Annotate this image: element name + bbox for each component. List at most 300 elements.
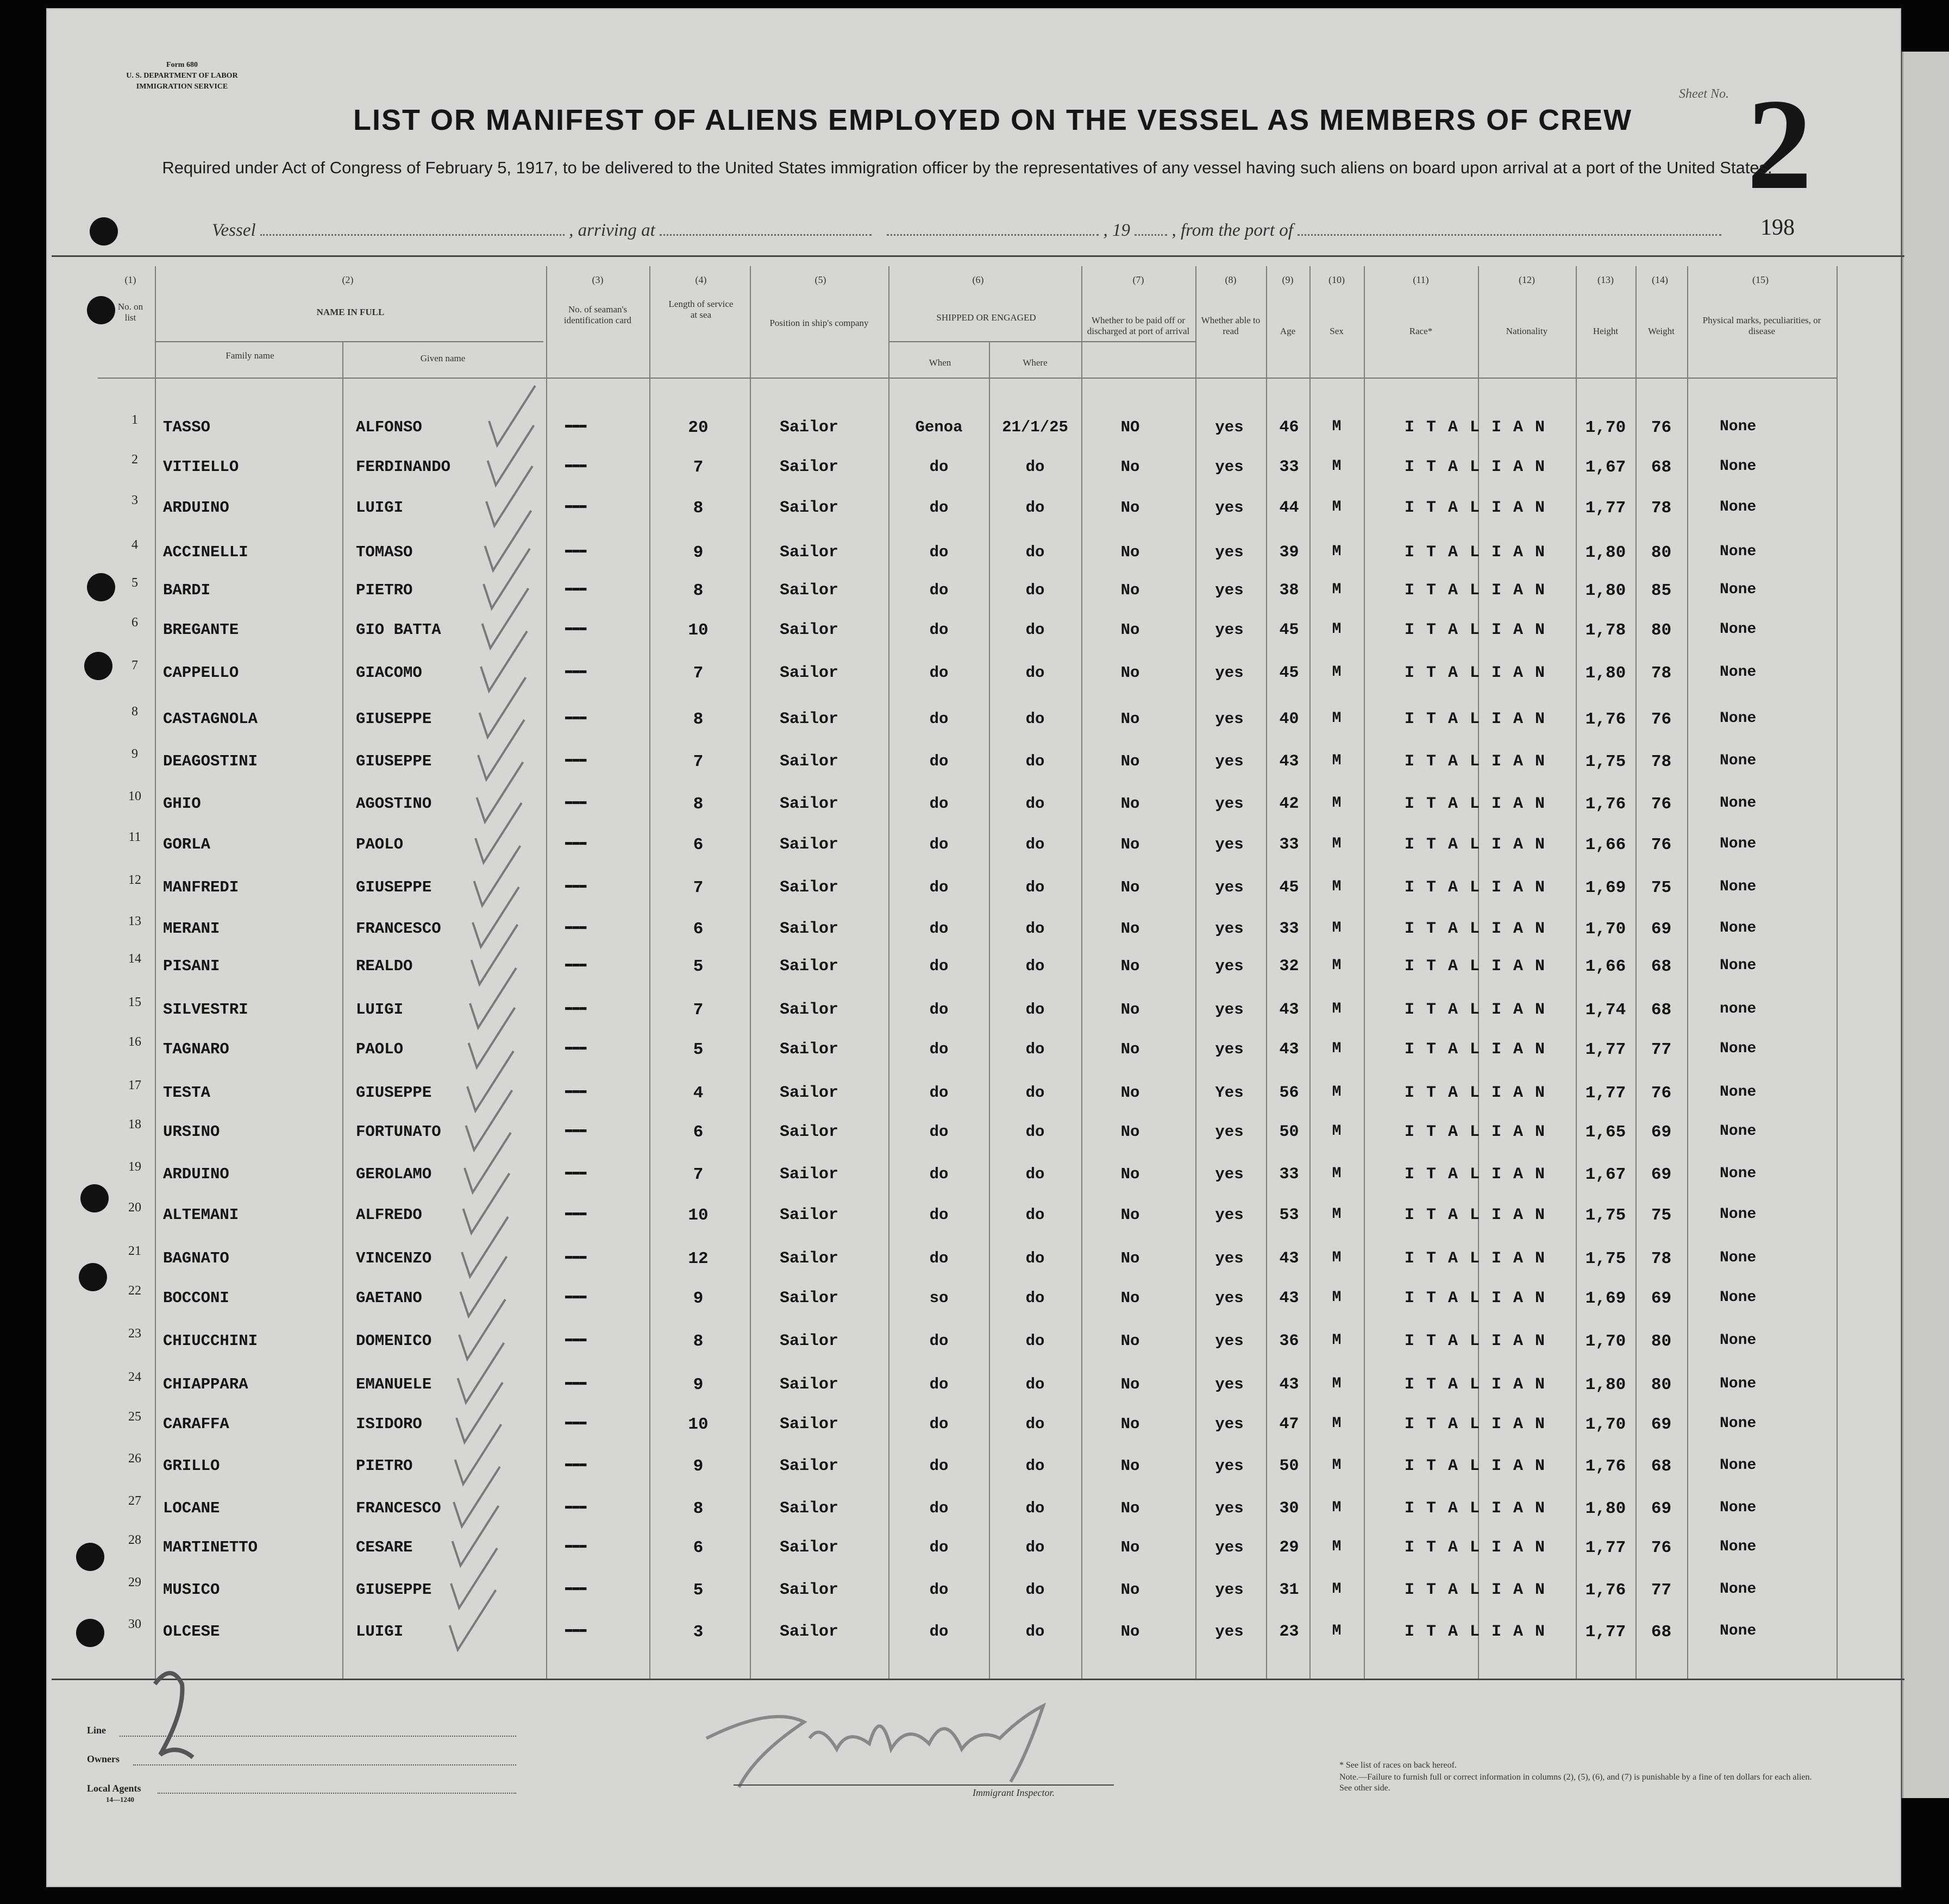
cell-service: 6 bbox=[693, 1123, 704, 1142]
cell-where: do bbox=[1025, 499, 1045, 517]
cell-marks: None bbox=[1720, 1123, 1757, 1140]
cell-read: Yes bbox=[1215, 1084, 1244, 1102]
cell-family: ALTEMANI bbox=[163, 1206, 239, 1224]
cell-sex: M bbox=[1332, 1581, 1342, 1598]
cell-read: yes bbox=[1215, 543, 1244, 561]
cell-paid: No bbox=[1120, 1040, 1140, 1058]
cell-sex: M bbox=[1332, 1206, 1342, 1223]
cell-height: 1,78 bbox=[1585, 621, 1626, 640]
cell-family: BREGANTE bbox=[163, 621, 239, 639]
header-race: Race* bbox=[1409, 326, 1433, 336]
cell-age: 43 bbox=[1279, 752, 1299, 771]
cell-when: do bbox=[929, 1457, 949, 1475]
local-agents-field bbox=[158, 1793, 516, 1794]
cell-height: 1,75 bbox=[1585, 1249, 1626, 1268]
cell-where: do bbox=[1025, 1538, 1045, 1556]
cell-where: do bbox=[1025, 543, 1045, 561]
inspector-signature bbox=[674, 1673, 1119, 1793]
cell-where: do bbox=[1025, 1040, 1045, 1058]
cell-family: GRILLO bbox=[163, 1457, 220, 1475]
cell-height: 1,76 bbox=[1585, 1581, 1626, 1600]
cell-weight: 80 bbox=[1651, 1332, 1672, 1351]
cell-age: 45 bbox=[1279, 664, 1299, 682]
cell-card: ▬▬▬ bbox=[565, 418, 587, 432]
cell-race: I T A L I A N bbox=[1405, 1375, 1546, 1394]
cell-given: GIUSEPPE bbox=[356, 710, 432, 728]
cell-race: I T A L I A N bbox=[1405, 1165, 1546, 1184]
cell-where: do bbox=[1025, 1581, 1045, 1599]
check-mark bbox=[484, 549, 530, 608]
cell-card: ▬▬▬ bbox=[565, 1165, 587, 1179]
cell-weight: 69 bbox=[1651, 1123, 1672, 1142]
department: U. S. DEPARTMENT OF LABOR bbox=[126, 72, 238, 80]
cell-weight: 85 bbox=[1651, 581, 1672, 600]
cell-read: yes bbox=[1215, 1457, 1244, 1475]
cell-read: yes bbox=[1215, 1538, 1244, 1556]
cell-given: ISIDORO bbox=[356, 1415, 422, 1433]
cell-service: 9 bbox=[693, 1289, 704, 1308]
cell-age: 43 bbox=[1279, 1375, 1299, 1394]
cell-age: 43 bbox=[1279, 1040, 1299, 1059]
cell-weight: 69 bbox=[1651, 920, 1672, 939]
header-height: Height bbox=[1593, 326, 1619, 336]
cell-weight: 76 bbox=[1651, 795, 1672, 814]
cell-age: 43 bbox=[1279, 1249, 1299, 1268]
cell-age: 42 bbox=[1279, 795, 1299, 813]
cell-height: 1,80 bbox=[1585, 543, 1626, 562]
cell-n: 1 bbox=[131, 413, 138, 427]
owners-label: Owners bbox=[87, 1754, 120, 1764]
header-shipped-engaged: SHIPPED OR ENGAGED bbox=[936, 312, 1036, 323]
cell-paid: No bbox=[1120, 957, 1140, 975]
cell-height: 1,74 bbox=[1585, 1001, 1626, 1020]
header-position: Position in ship's company bbox=[769, 318, 869, 328]
cell-when: do bbox=[929, 957, 949, 975]
col-number: (11) bbox=[1413, 274, 1429, 285]
cell-sex: M bbox=[1332, 752, 1342, 769]
cell-card: ▬▬▬ bbox=[565, 1123, 587, 1136]
cell-marks: None bbox=[1720, 1375, 1757, 1392]
cell-card: ▬▬▬ bbox=[565, 1457, 587, 1471]
cell-position: Sailor bbox=[780, 1206, 839, 1224]
cell-marks: None bbox=[1720, 664, 1757, 681]
header-paid-off: Whether to be paid off or discharged at port of arrival bbox=[1087, 315, 1190, 336]
cell-position: Sailor bbox=[780, 1249, 839, 1268]
year-label: , 19 bbox=[1103, 221, 1130, 240]
cell-paid: No bbox=[1120, 1084, 1140, 1102]
cell-height: 1,80 bbox=[1585, 1499, 1626, 1518]
cell-position: Sailor bbox=[780, 752, 839, 771]
header-seaman-card: No. of seaman's identification card bbox=[563, 304, 632, 325]
cell-height: 1,80 bbox=[1585, 1375, 1626, 1394]
cell-age: 38 bbox=[1279, 581, 1299, 600]
cell-position: Sailor bbox=[780, 1538, 839, 1557]
cell-age: 44 bbox=[1279, 499, 1299, 517]
cell-age: 23 bbox=[1279, 1623, 1299, 1641]
cell-n: 17 bbox=[128, 1078, 141, 1092]
cell-read: yes bbox=[1215, 1581, 1244, 1599]
cell-given: TOMASO bbox=[356, 543, 413, 561]
cell-sex: M bbox=[1332, 920, 1342, 937]
cell-height: 1,76 bbox=[1585, 710, 1626, 729]
cell-family: CHIUCCHINI bbox=[163, 1332, 258, 1350]
cell-where: do bbox=[1025, 1165, 1045, 1183]
cell-age: 50 bbox=[1279, 1457, 1299, 1475]
col-number: (6) bbox=[972, 274, 984, 285]
cell-weight: 68 bbox=[1651, 1457, 1672, 1476]
line-label: Line bbox=[87, 1725, 106, 1736]
cell-weight: 75 bbox=[1651, 878, 1672, 897]
header-age: Age bbox=[1280, 326, 1296, 336]
cell-card: ▬▬▬ bbox=[565, 835, 587, 849]
cell-when: so bbox=[929, 1289, 949, 1307]
cell-age: 56 bbox=[1279, 1084, 1299, 1102]
cell-n: 16 bbox=[128, 1035, 141, 1049]
cell-position: Sailor bbox=[780, 1499, 839, 1518]
cell-given: LUIGI bbox=[356, 1001, 404, 1019]
cell-race: I T A L I A N bbox=[1405, 458, 1546, 476]
cell-given: PIETRO bbox=[356, 1457, 413, 1475]
cell-read: yes bbox=[1215, 710, 1244, 728]
cell-read: yes bbox=[1215, 499, 1244, 517]
from-port-label: , from the port of bbox=[1171, 221, 1293, 240]
cell-marks: None bbox=[1720, 1040, 1757, 1057]
cell-when: do bbox=[929, 581, 949, 599]
cell-marks: None bbox=[1720, 418, 1757, 435]
cell-family: DEAGOSTINI bbox=[163, 752, 258, 770]
cell-given: FRANCESCO bbox=[356, 1499, 441, 1517]
cell-weight: 78 bbox=[1651, 752, 1672, 771]
cell-paid: No bbox=[1120, 458, 1140, 476]
cell-age: 50 bbox=[1279, 1123, 1299, 1141]
cell-n: 28 bbox=[128, 1533, 141, 1547]
cell-position: Sailor bbox=[780, 920, 839, 938]
cell-n: 22 bbox=[128, 1284, 141, 1298]
cell-given: CESARE bbox=[356, 1538, 413, 1556]
cell-weight: 77 bbox=[1651, 1040, 1672, 1059]
cell-family: MERANI bbox=[163, 920, 220, 938]
cell-age: 39 bbox=[1279, 543, 1299, 562]
cell-height: 1,77 bbox=[1585, 499, 1626, 518]
cell-sex: M bbox=[1332, 1084, 1342, 1101]
cell-when: do bbox=[929, 1123, 949, 1141]
cell-card: ▬▬▬ bbox=[565, 499, 587, 512]
cell-card: ▬▬▬ bbox=[565, 1001, 587, 1014]
cell-n: 6 bbox=[131, 615, 138, 630]
cell-marks: None bbox=[1720, 957, 1757, 974]
cell-given: GIUSEPPE bbox=[356, 1581, 432, 1599]
cell-height: 1,66 bbox=[1585, 957, 1626, 976]
cell-race: I T A L I A N bbox=[1405, 1206, 1546, 1224]
cell-family: MARTINETTO bbox=[163, 1538, 258, 1556]
cell-service: 9 bbox=[693, 1457, 704, 1476]
cell-n: 29 bbox=[128, 1575, 141, 1589]
cell-where: do bbox=[1025, 1415, 1045, 1433]
cell-paid: No bbox=[1120, 1332, 1140, 1350]
cell-position: Sailor bbox=[780, 499, 839, 517]
cell-paid: NO bbox=[1120, 418, 1140, 436]
inspector-label: Immigrant Inspector. bbox=[973, 1787, 1055, 1798]
cell-given: FERDINANDO bbox=[356, 458, 451, 476]
cell-height: 1,70 bbox=[1585, 1415, 1626, 1434]
cell-height: 1,70 bbox=[1585, 920, 1626, 939]
cell-when: do bbox=[929, 710, 949, 728]
cell-marks: None bbox=[1720, 581, 1757, 598]
cell-race: I T A L I A N bbox=[1405, 920, 1546, 938]
cell-race: I T A L I A N bbox=[1405, 1499, 1546, 1518]
cell-marks: None bbox=[1720, 1499, 1757, 1516]
cell-age: 33 bbox=[1279, 458, 1299, 476]
cell-read: yes bbox=[1215, 418, 1244, 436]
col-number: (15) bbox=[1752, 274, 1769, 285]
cell-read: yes bbox=[1215, 621, 1244, 639]
cell-where: 21/1/25 bbox=[1002, 418, 1068, 436]
cell-service: 5 bbox=[693, 957, 704, 976]
cell-marks: None bbox=[1720, 1332, 1757, 1349]
cell-family: PISANI bbox=[163, 957, 220, 975]
cell-paid: No bbox=[1120, 878, 1140, 896]
cell-read: yes bbox=[1215, 878, 1244, 896]
cell-where: do bbox=[1025, 1249, 1045, 1267]
cell-n: 27 bbox=[128, 1494, 141, 1508]
cell-family: CASTAGNOLA bbox=[163, 710, 258, 728]
cell-sex: M bbox=[1332, 1001, 1342, 1017]
cell-given: PIETRO bbox=[356, 581, 413, 599]
cell-marks: None bbox=[1720, 1415, 1757, 1432]
cell-n: 2 bbox=[131, 453, 138, 467]
header-when: When bbox=[929, 357, 951, 368]
cell-when: do bbox=[929, 543, 949, 561]
cell-card: ▬▬▬ bbox=[565, 1581, 587, 1594]
cell-given: GIACOMO bbox=[356, 664, 422, 682]
cell-weight: 76 bbox=[1651, 1538, 1672, 1557]
cell-race: I T A L I A N bbox=[1405, 499, 1546, 517]
cell-read: yes bbox=[1215, 1206, 1244, 1224]
cell-paid: No bbox=[1120, 499, 1140, 517]
cell-age: 33 bbox=[1279, 920, 1299, 938]
cell-position: Sailor bbox=[780, 1623, 839, 1641]
cell-read: yes bbox=[1215, 1289, 1244, 1307]
cell-sex: M bbox=[1332, 795, 1342, 812]
cell-card: ▬▬▬ bbox=[565, 710, 587, 724]
cell-position: Sailor bbox=[780, 1415, 839, 1434]
cell-where: do bbox=[1025, 1375, 1045, 1393]
cell-age: 30 bbox=[1279, 1499, 1299, 1518]
cell-service: 7 bbox=[693, 1001, 704, 1020]
cell-where: do bbox=[1025, 664, 1045, 682]
cell-family: BARDI bbox=[163, 581, 211, 599]
cell-when: do bbox=[929, 621, 949, 639]
cell-when: do bbox=[929, 1623, 949, 1641]
cell-when: do bbox=[929, 835, 949, 853]
cell-where: do bbox=[1025, 835, 1045, 853]
cell-weight: 75 bbox=[1651, 1206, 1672, 1225]
cell-service: 8 bbox=[693, 499, 704, 518]
cell-paid: No bbox=[1120, 1001, 1140, 1019]
cell-paid: No bbox=[1120, 543, 1140, 561]
cell-marks: None bbox=[1720, 752, 1757, 769]
cell-race: I T A L I A N bbox=[1405, 621, 1546, 639]
cell-paid: No bbox=[1120, 1499, 1140, 1517]
cell-read: yes bbox=[1215, 581, 1244, 599]
cell-weight: 68 bbox=[1651, 1623, 1672, 1642]
header-given-name: Given name bbox=[420, 353, 466, 363]
cell-given: FORTUNATO bbox=[356, 1123, 441, 1141]
cell-when: do bbox=[929, 1415, 949, 1433]
cell-family: VITIELLO bbox=[163, 458, 239, 476]
cell-age: 43 bbox=[1279, 1289, 1299, 1308]
cell-family: GHIO bbox=[163, 795, 201, 813]
cell-sex: M bbox=[1332, 835, 1342, 852]
cell-weight: 69 bbox=[1651, 1289, 1672, 1308]
cell-weight: 68 bbox=[1651, 458, 1672, 477]
cell-sex: M bbox=[1332, 581, 1342, 598]
cell-weight: 76 bbox=[1651, 835, 1672, 854]
cell-n: 23 bbox=[128, 1327, 141, 1341]
col-number: (13) bbox=[1597, 274, 1614, 285]
stamp-number: 198 bbox=[1760, 215, 1795, 240]
col-number: (4) bbox=[695, 274, 707, 285]
cell-when: do bbox=[929, 1040, 949, 1058]
cell-read: yes bbox=[1215, 1040, 1244, 1058]
cell-n: 26 bbox=[128, 1451, 141, 1466]
cell-race: I T A L I A N bbox=[1405, 878, 1546, 897]
cell-family: TASSO bbox=[163, 418, 211, 436]
header-where: Where bbox=[1023, 357, 1048, 368]
cell-service: 8 bbox=[693, 710, 704, 729]
cell-service: 7 bbox=[693, 878, 704, 897]
col-number: (7) bbox=[1132, 274, 1144, 285]
cell-marks: None bbox=[1720, 878, 1757, 895]
cell-where: do bbox=[1025, 1084, 1045, 1102]
cell-position: Sailor bbox=[780, 1332, 839, 1350]
cell-sex: M bbox=[1332, 621, 1342, 638]
cell-position: Sailor bbox=[780, 664, 839, 682]
cell-given: ALFONSO bbox=[356, 418, 422, 436]
cell-race: I T A L I A N bbox=[1405, 752, 1546, 771]
cell-when: do bbox=[929, 664, 949, 682]
cell-given: GIUSEPPE bbox=[356, 878, 432, 896]
cell-family: URSINO bbox=[163, 1123, 220, 1141]
cell-position: Sailor bbox=[780, 621, 839, 639]
col-number: (14) bbox=[1652, 274, 1668, 285]
cell-sex: M bbox=[1332, 664, 1342, 681]
cell-family: ACCINELLI bbox=[163, 543, 248, 561]
cell-where: do bbox=[1025, 1332, 1045, 1350]
cell-paid: No bbox=[1120, 1249, 1140, 1267]
cell-when: do bbox=[929, 1499, 949, 1517]
vessel-label: Vessel bbox=[212, 221, 256, 240]
cell-sex: M bbox=[1332, 499, 1342, 516]
cell-marks: None bbox=[1720, 458, 1757, 475]
cell-family: ARDUINO bbox=[163, 1165, 229, 1183]
cell-position: Sailor bbox=[780, 1123, 839, 1141]
cell-service: 8 bbox=[693, 1499, 704, 1518]
cell-marks: None bbox=[1720, 621, 1757, 638]
cell-race: I T A L I A N bbox=[1405, 1415, 1546, 1434]
cell-where: do bbox=[1025, 752, 1045, 770]
cell-weight: 68 bbox=[1651, 957, 1672, 976]
cell-card: ▬▬▬ bbox=[565, 752, 587, 766]
service: IMMIGRATION SERVICE bbox=[136, 83, 228, 91]
cell-n: 7 bbox=[131, 658, 138, 673]
cell-marks: None bbox=[1720, 1165, 1757, 1182]
cell-marks: None bbox=[1720, 1581, 1757, 1598]
cell-position: Sailor bbox=[780, 1375, 839, 1394]
cell-sex: M bbox=[1332, 1249, 1342, 1266]
header-length-service: Length of service at sea bbox=[668, 299, 734, 320]
col-number: (1) bbox=[124, 274, 136, 285]
cell-card: ▬▬▬ bbox=[565, 920, 587, 933]
cell-n: 30 bbox=[128, 1617, 141, 1631]
cell-position: Sailor bbox=[780, 710, 839, 728]
cell-n: 18 bbox=[128, 1117, 141, 1132]
cell-n: 24 bbox=[128, 1370, 141, 1384]
cell-n: 15 bbox=[128, 995, 141, 1009]
cell-height: 1,77 bbox=[1585, 1538, 1626, 1557]
cell-read: yes bbox=[1215, 1499, 1244, 1517]
cell-where: do bbox=[1025, 581, 1045, 599]
cell-position: Sailor bbox=[780, 795, 839, 813]
header-no-on-list: No. on list bbox=[117, 301, 143, 323]
cell-given: GEROLAMO bbox=[356, 1165, 432, 1183]
inspector-line bbox=[734, 1784, 1114, 1786]
cell-paid: No bbox=[1120, 1457, 1140, 1475]
cell-age: 45 bbox=[1279, 878, 1299, 897]
cell-n: 13 bbox=[128, 914, 141, 928]
cell-marks: none bbox=[1720, 1001, 1757, 1017]
cell-family: BAGNATO bbox=[163, 1249, 229, 1267]
cell-paid: No bbox=[1120, 795, 1140, 813]
cell-race: I T A L I A N bbox=[1405, 1001, 1546, 1019]
cell-when: do bbox=[929, 499, 949, 517]
cell-race: I T A L I A N bbox=[1405, 1332, 1546, 1350]
cell-service: 7 bbox=[693, 458, 704, 477]
cell-service: 7 bbox=[693, 752, 704, 771]
cell-card: ▬▬▬ bbox=[565, 458, 587, 472]
cell-read: yes bbox=[1215, 664, 1244, 682]
cell-service: 6 bbox=[693, 835, 704, 854]
cell-marks: None bbox=[1720, 710, 1757, 727]
cell-paid: No bbox=[1120, 621, 1140, 639]
cell-service: 3 bbox=[693, 1623, 704, 1642]
cell-service: 8 bbox=[693, 581, 704, 600]
cell-race: I T A L I A N bbox=[1405, 1623, 1546, 1641]
cell-marks: None bbox=[1720, 920, 1757, 937]
col-number: (2) bbox=[342, 274, 354, 285]
cell-position: Sailor bbox=[780, 1001, 839, 1019]
cell-race: I T A L I A N bbox=[1405, 1084, 1546, 1102]
col-number: (10) bbox=[1328, 274, 1345, 285]
cell-card: ▬▬▬ bbox=[565, 543, 587, 557]
arriving-label: , arriving at bbox=[569, 221, 655, 240]
cell-weight: 78 bbox=[1651, 664, 1672, 683]
header-weight: Weight bbox=[1648, 326, 1675, 336]
cell-card: ▬▬▬ bbox=[565, 1375, 587, 1389]
sheet-label: Sheet No. bbox=[1679, 87, 1729, 101]
header-name-in-full: NAME IN FULL bbox=[316, 307, 385, 317]
cell-position: Sailor bbox=[780, 1289, 839, 1308]
cell-card: ▬▬▬ bbox=[565, 1040, 587, 1054]
cell-paid: No bbox=[1120, 835, 1140, 853]
cell-sex: M bbox=[1332, 710, 1342, 727]
cell-when: do bbox=[929, 1581, 949, 1599]
cell-marks: None bbox=[1720, 1289, 1757, 1306]
cell-race: I T A L I A N bbox=[1405, 664, 1546, 682]
cell-marks: None bbox=[1720, 1623, 1757, 1639]
cell-weight: 80 bbox=[1651, 1375, 1672, 1394]
cell-race: I T A L I A N bbox=[1405, 1249, 1546, 1268]
